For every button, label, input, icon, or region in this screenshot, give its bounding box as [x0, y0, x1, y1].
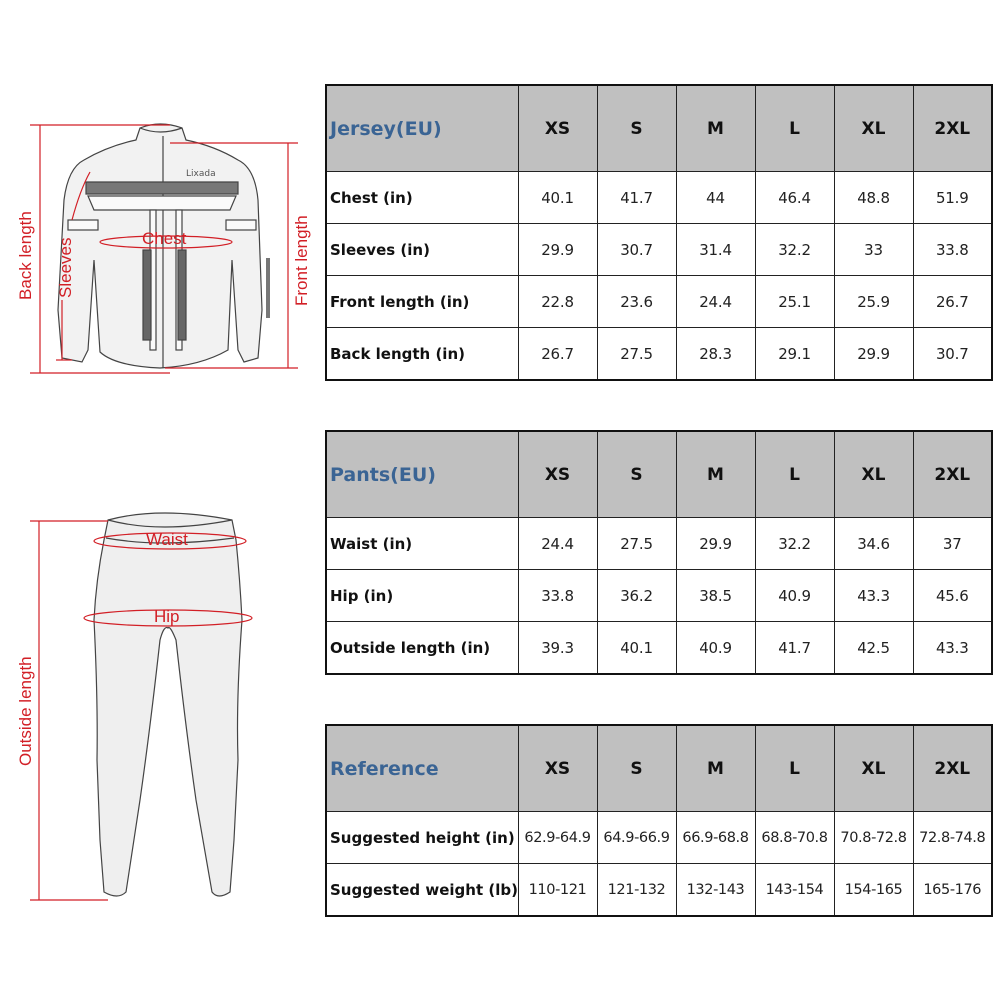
size-value-cell: 143-154 [755, 864, 834, 917]
chest-label: Chest [142, 229, 187, 248]
size-header: S [597, 725, 676, 812]
size-value-cell: 37 [913, 518, 992, 570]
size-value-cell: 26.7 [913, 276, 992, 328]
row-label: Outside length (in) [326, 622, 518, 675]
jersey-illustration [0, 110, 320, 390]
size-value-cell: 32.2 [755, 224, 834, 276]
table-row [326, 570, 992, 622]
size-value-cell: 43.3 [834, 570, 913, 622]
size-header: XS [518, 431, 597, 518]
size-value-cell: 29.9 [676, 518, 755, 570]
size-value-cell: 40.9 [755, 570, 834, 622]
size-value-cell: 68.8-70.8 [755, 812, 834, 864]
jersey-size-table [325, 84, 993, 381]
size-value-cell: 165-176 [913, 864, 992, 917]
size-value-cell: 72.8-74.8 [913, 812, 992, 864]
size-value-cell: 41.7 [597, 172, 676, 224]
table-row [326, 864, 992, 917]
size-value-cell: 28.3 [676, 328, 755, 381]
size-value-cell: 29.1 [755, 328, 834, 381]
size-value-cell: 154-165 [834, 864, 913, 917]
size-header: 2XL [913, 725, 992, 812]
size-value-cell: 62.9-64.9 [518, 812, 597, 864]
outside-length-label: Outside length [16, 656, 35, 766]
size-header: M [676, 85, 755, 172]
size-value-cell: 29.9 [834, 328, 913, 381]
size-value-cell: 45.6 [913, 570, 992, 622]
size-value-cell: 121-132 [597, 864, 676, 917]
waist-label: Waist [146, 530, 188, 549]
size-header: L [755, 85, 834, 172]
size-value-cell: 42.5 [834, 622, 913, 675]
row-label: Hip (in) [326, 570, 518, 622]
size-value-cell: 30.7 [913, 328, 992, 381]
size-value-cell: 24.4 [676, 276, 755, 328]
pants-table-title: Pants(EU) [326, 431, 518, 518]
size-value-cell: 132-143 [676, 864, 755, 917]
size-value-cell: 32.2 [755, 518, 834, 570]
size-header: XS [518, 85, 597, 172]
size-value-cell: 33 [834, 224, 913, 276]
table-row [326, 328, 992, 381]
reference-size-table [325, 724, 993, 917]
size-value-cell: 46.4 [755, 172, 834, 224]
size-value-cell: 25.1 [755, 276, 834, 328]
size-value-cell: 110-121 [518, 864, 597, 917]
pants-drawing [94, 513, 242, 896]
size-value-cell: 27.5 [597, 518, 676, 570]
size-value-cell: 34.6 [834, 518, 913, 570]
size-value-cell: 31.4 [676, 224, 755, 276]
size-value-cell: 64.9-66.9 [597, 812, 676, 864]
size-value-cell: 33.8 [913, 224, 992, 276]
size-header: 2XL [913, 431, 992, 518]
row-label: Chest (in) [326, 172, 518, 224]
size-value-cell: 22.8 [518, 276, 597, 328]
table-row [326, 172, 992, 224]
size-header: S [597, 431, 676, 518]
size-header: XL [834, 431, 913, 518]
row-label: Front length (in) [326, 276, 518, 328]
size-value-cell: 43.3 [913, 622, 992, 675]
size-header: XL [834, 85, 913, 172]
size-value-cell: 44 [676, 172, 755, 224]
size-value-cell: 40.9 [676, 622, 755, 675]
sleeves-label: Sleeves [56, 237, 75, 298]
row-label: Suggested weight (lb) [326, 864, 518, 917]
size-value-cell: 40.1 [597, 622, 676, 675]
size-header: 2XL [913, 85, 992, 172]
size-value-cell: 40.1 [518, 172, 597, 224]
size-value-cell: 39.3 [518, 622, 597, 675]
hip-label: Hip [154, 607, 180, 626]
jersey-brand-logo: Lixada [186, 169, 216, 179]
table-row [326, 812, 992, 864]
table-header-row [326, 85, 992, 172]
size-value-cell: 27.5 [597, 328, 676, 381]
row-label: Suggested height (in) [326, 812, 518, 864]
size-header: XL [834, 725, 913, 812]
jersey-table-title: Jersey(EU) [326, 85, 518, 172]
table-row [326, 622, 992, 675]
size-value-cell: 48.8 [834, 172, 913, 224]
row-label: Sleeves (in) [326, 224, 518, 276]
size-header: L [755, 725, 834, 812]
table-row [326, 224, 992, 276]
size-value-cell: 26.7 [518, 328, 597, 381]
size-value-cell: 29.9 [518, 224, 597, 276]
table-row [326, 276, 992, 328]
size-header: L [755, 431, 834, 518]
size-value-cell: 36.2 [597, 570, 676, 622]
size-header: S [597, 85, 676, 172]
table-header-row [326, 725, 992, 812]
front-length-label: Front length [292, 215, 311, 306]
pants-illustration [0, 500, 300, 920]
size-value-cell: 23.6 [597, 276, 676, 328]
size-value-cell: 41.7 [755, 622, 834, 675]
size-value-cell: 33.8 [518, 570, 597, 622]
size-value-cell: 70.8-72.8 [834, 812, 913, 864]
pants-size-table [325, 430, 993, 675]
reference-table-title: Reference [326, 725, 518, 812]
back-length-label: Back length [16, 211, 35, 300]
size-value-cell: 38.5 [676, 570, 755, 622]
size-value-cell: 51.9 [913, 172, 992, 224]
table-header-row [326, 431, 992, 518]
size-value-cell: 25.9 [834, 276, 913, 328]
size-value-cell: 30.7 [597, 224, 676, 276]
size-header: XS [518, 725, 597, 812]
size-header: M [676, 725, 755, 812]
size-value-cell: 24.4 [518, 518, 597, 570]
size-value-cell: 66.9-68.8 [676, 812, 755, 864]
table-row [326, 518, 992, 570]
row-label: Back length (in) [326, 328, 518, 381]
size-header: M [676, 431, 755, 518]
row-label: Waist (in) [326, 518, 518, 570]
